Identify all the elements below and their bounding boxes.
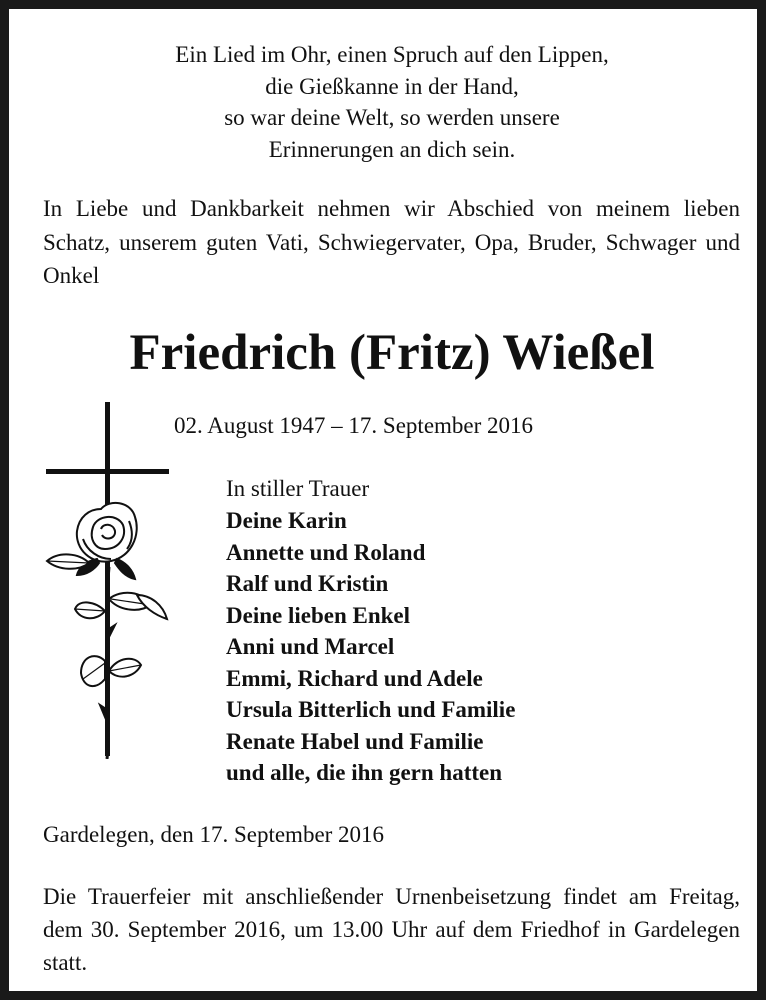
verse-line: Erinnerungen an dich sein. xyxy=(268,136,516,162)
mourning-lead: In stiller Trauer xyxy=(226,476,370,501)
rose-icon xyxy=(47,503,167,759)
mourner-entry: Ursula Bitterlich und Familie xyxy=(226,697,516,722)
mourner-entry: Renate Habel und Familie xyxy=(226,728,484,754)
verse-line: so war deine Welt, so werden unsere xyxy=(224,105,560,130)
mourner-entry: Deine Karin xyxy=(226,508,347,533)
deceased-name: Friedrich (Fritz) Wießel xyxy=(129,325,655,381)
mourner-entry: und alle, die ihn gern hatten xyxy=(226,760,503,785)
verse-line: die Gießkanne in der Hand, xyxy=(265,73,519,99)
funeral-service-notice: Die Trauerfeier mit anschließender Urnenbeisetzung findet am Freitag, dem 30. September 2016, um 13.00 Uhr auf dem Friedhof in Gardelegen statt. xyxy=(43,884,740,975)
mourner-entry: Annette und Roland xyxy=(226,539,426,565)
cross-and-rose-emblem xyxy=(39,399,179,759)
mourner-entry: Deine lieben Enkel xyxy=(226,602,411,628)
verse-line: Ein Lied im Ohr, einen Spruch auf den Lippen, xyxy=(175,42,609,67)
memorial-verse xyxy=(49,39,735,165)
mourner-entry: Ralf und Kristin xyxy=(226,571,389,596)
place-and-date: Gardelegen, den 17. September 2016 xyxy=(43,822,385,847)
mourner-entry: Emmi, Richard und Adele xyxy=(226,665,483,691)
mourners-list xyxy=(226,473,515,789)
mourner-entry: Anni und Marcel xyxy=(226,634,395,659)
farewell-intro: In Liebe und Dankbarkeit nehmen wir Abschied von meinem lieben Schatz, unserem guten Vati, Schwiegervater, Opa, Bruder, Schwager und Onkel xyxy=(43,196,740,288)
life-dates: 02. August 1947 – 17. September 2016 xyxy=(174,413,534,438)
